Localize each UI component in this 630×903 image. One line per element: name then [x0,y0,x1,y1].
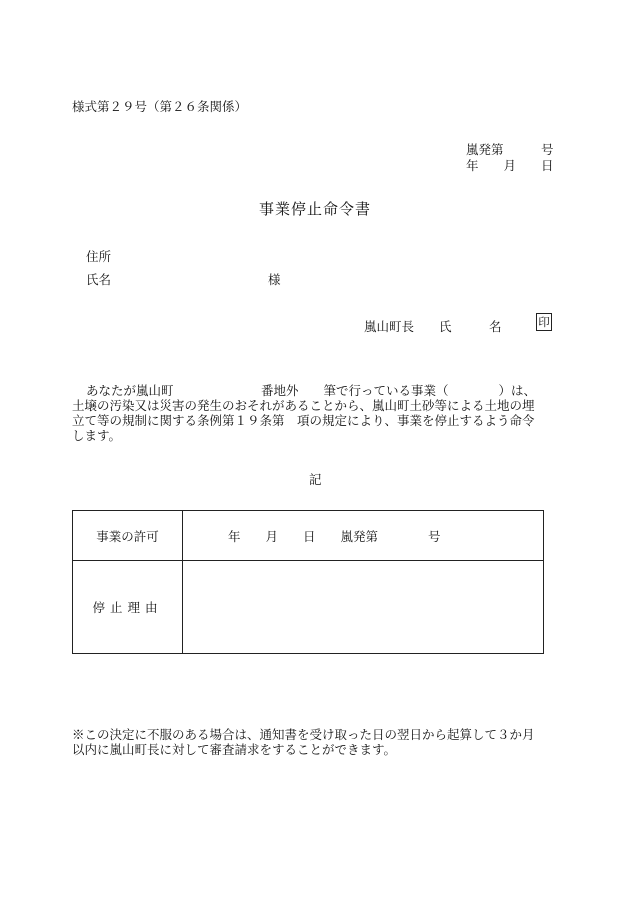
permit-label-cell: 事業の許可 [73,511,183,561]
body-text-line-3: 立て等の規制に関する条例第１９条第 項の規定により、事業を停止するよう命令 [72,413,535,428]
body-text-line-1: あなたが嵐山町 番地外 筆で行っている事業（ ）は、 [86,383,537,398]
address-label: 住所 [86,249,112,264]
ki-heading: 記 [309,472,322,487]
table-row [73,511,544,561]
reference-number: 嵐発第 号 [466,142,554,157]
document-title: 事業停止命令書 [258,200,371,218]
detail-table [72,510,544,654]
seal-mark: 印 [536,313,552,331]
honorific-label: 様 [268,272,281,287]
body-text-line-2: 土壌の汚染又は災害の発生のおそれがあることから、嵐山町土砂等による土地の埋 [72,398,535,413]
issue-date: 年 月 日 [466,158,554,173]
table-row [73,561,544,654]
body-text-line-4: します。 [72,428,122,443]
name-label: 氏名 [86,272,112,287]
appeal-note-line-1: ※この決定に不服のある場合は、通知書を受け取った日の翌日から起算して３か月 [72,727,535,742]
form-number-label: 様式第２９号（第２６条関係） [72,99,248,114]
reason-value-cell [183,561,544,654]
reason-label-cell: 停止理由 [73,561,183,654]
appeal-note-line-2: 以内に嵐山町長に対して審査請求をすることができます。 [72,742,397,757]
permit-value-cell: 年 月 日 嵐発第 号 [183,511,544,561]
issuer-line: 嵐山町長 氏 名 [364,319,502,334]
